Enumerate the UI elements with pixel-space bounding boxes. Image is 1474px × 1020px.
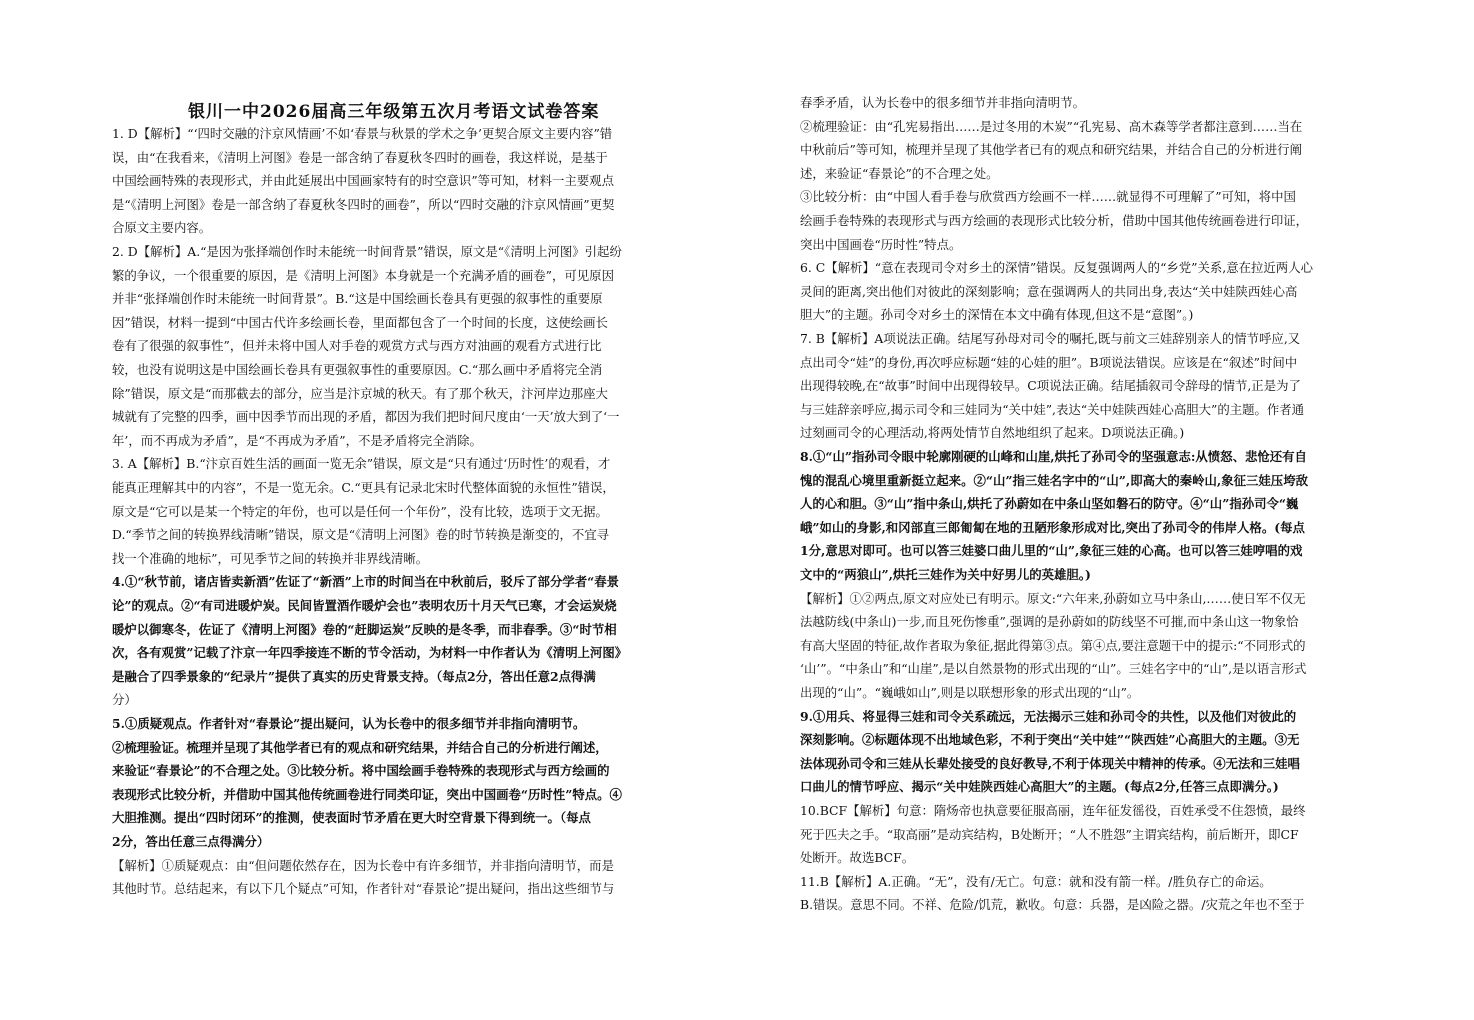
text-line: 4.①“秋节前，诸店皆卖新酒”佐证了“新酒”上市的时间当在中秋前后，驳斥了部分学者“春景 [112, 574, 620, 590]
text-line: ②梳理验证。梳理并呈现了其他学者已有的观点和研究结果，并结合自己的分析进行阐述， [112, 739, 608, 755]
text-line: 法体现孙司令和三娃从长辈处接受的良好教导,不利于体现关中精神的传承。④无法和三娃唱 [800, 755, 1300, 771]
text-line: 次，各有观赏”记载了汴京一年四季接连不断的节令活动，为材料一中作者认为《清明上河图》 [112, 645, 628, 661]
text-line: 突出中国画卷“历时性”特点。 [800, 236, 962, 252]
text-line: 10.BCF【解析】句意：隋炀帝也执意要征服高丽，连年征发徭役，百姓承受不住怨愤，最终 [800, 803, 1306, 818]
text-line: 年’，而不再成为矛盾”，是“不再成为矛盾”，不是矛盾将完全消除。 [112, 432, 482, 448]
text-line: 除”错误，原文是“而那截去的部分，应当是汴京城的秋天。有了那个秋天，汴河岸边那座大 [112, 385, 608, 401]
text-line: 找一个准确的地标”，可见季节之间的转换并非界线清晰。 [112, 550, 429, 566]
text-line: 中秋前后”等可知，梳理并呈现了其他学者已有的观点和研究结果，并结合自己的分析进行阐 [800, 142, 1302, 158]
text-line: 并非“张择端创作时未能统一时间背景”。B.“这是中国绘画长卷具有更强的叙事性的重要原 [112, 291, 603, 307]
text-line: 愧的混乱心境里重新挺立起来。②“山”指三娃名字中的“山”,即高大的秦岭山,象征三娃压垮敌 [800, 472, 1308, 488]
text-line: 峨”如山的身影,和冈部直三郎匍匐在地的丑陋形象形成对比,突出了孙司令的伟岸人格。(每点 [800, 519, 1305, 535]
text-line: 原文是“它可以是某一个特定的年份，也可以是任何一个年份”，没有比较，选项于文无据。 [112, 503, 608, 519]
text-line: 法越防线(中条山)一步,而且死伤惨重”,强调的是孙蔚如的防线坚不可摧,而中条山这一物象恰 [800, 614, 1299, 630]
text-line: 点出司令“娃”的身份,再次呼应标题“娃的心娃的胆”。B项说法错误。应该是在“叙述”时间中 [800, 354, 1298, 370]
text-line: 出现得较晚,在“故事”时间中出现得较早。C项说法正确。结尾插叙司令辞母的情节,正是为了 [800, 378, 1301, 394]
text-line: 人的心和胆。③“山”指中条山,烘托了孙蔚如在中条山坚如磐石的防守。④“山”指孙司令“巍 [800, 496, 1299, 512]
text-line: ‘山’”。“中条山”和“山崖”,是以自然景物的形式出现的“山”。三娃名字中的“山”,是以语言形式 [800, 661, 1307, 677]
text-line: 有高大坚固的特征,故作者取为象征,据此得第③点。第④点,要注意题干中的提示:“不同形式的 [800, 637, 1306, 653]
text-line: 繁的争议，一个很重要的原因，是《清明上河图》本身就是一个充满矛盾的画卷”，可见原因 [112, 267, 614, 283]
text-line: 是融合了四季景象的“纪录片”提供了真实的历史背景支持。（每点2分，答出任意2点得满 [112, 668, 596, 684]
text-line: ③比较分析：由“中国人看手卷与欣赏西方绘画不一样……就显得不可理解了”可知，将中国 [800, 189, 1296, 205]
text-line: 处断开。故选BCF。 [800, 850, 915, 866]
text-line: 2分，答出任意三点得满分） [112, 834, 270, 849]
text-line: 大胆推测。提出“四时闭环”的推测，使表面时节矛盾在更大时空背景下得到统一。（每点 [112, 810, 591, 826]
text-line: 灵间的距离,突出他们对彼此的深刻影响；意在强调两人的共同出身,表达“关中娃陕西娃心高 [800, 283, 1298, 299]
text-line: 【解析】①②两点,原文对应处已有明示。原文:“六年来,孙蔚如立马中条山,……使日军不仅无 [800, 590, 1306, 606]
text-line: 1分,意思对即可。也可以答三娃婆口曲儿里的“山”,象征三娃的心高。也可以答三娃哼唱的戏 [800, 543, 1303, 559]
text-line: 能真正理解其中的内容”，不是一览无余。C.“更具有记录北宋时代整体面貌的永恒性”错误， [112, 480, 615, 495]
text-line: ②梳理验证：由“孔宪易指出……是过冬用的木炭”“孔宪易、高木森等学者都注意到……当在 [800, 118, 1303, 134]
text-line: B.错误。意思不同。不祥、危险/饥荒，歉收。句意：兵器，是凶险之器。/灾荒之年也不至于 [800, 897, 1305, 913]
text-line: 胆大”的主题。孙司令对乡土的深情在本文中确有体现,但这不是“意图”。) [800, 307, 1194, 323]
text-line: 8.①“山”指孙司令眼中轮廓刚硬的山峰和山崖,烘托了孙司令的坚强意志:从愤怒、悲怆还有自 [800, 449, 1307, 464]
text-line: 过刻画司令的心理活动,将两处情节自然地组织了起来。D项说法正确。) [800, 425, 1185, 441]
text-line: 因”错误，材料一提到“中国古代许多绘画长卷，里面都包含了一个时间的长度，这使绘画长 [112, 314, 608, 330]
text-line: 【解析】①质疑观点：由“但问题依然存在，因为长卷中有许多细节，并非指向清明节，而是 [112, 857, 614, 873]
text-line: 来验证“春景论”的不合理之处。③比较分析。将中国绘画手卷特殊的表现形式与西方绘画的 [112, 763, 610, 779]
page-title: 银川一中2026届高三年级第五次月考语文试卷答案 [188, 102, 600, 122]
text-line: 卷有了很强的叙事性”，但并未将中国人对手卷的观赏方式与西方对油画的观看方式进行比 [112, 338, 602, 354]
text-line: 春季矛盾，认为长卷中的很多细节并非指向清明节。 [800, 95, 1085, 110]
text-line: 述，来验证“春景论”的不合理之处。 [800, 165, 999, 181]
text-line: 分） [112, 692, 137, 708]
text-line: 2. D【解析】A.“是因为张择端创作时未能统一时间背景”错误，原文是“《清明上河图》引起纷 [112, 244, 622, 259]
text-line: 1. D【解析】“‘四时交融的汴京风情画’不如‘春景与秋景的学术之争’更契合原文主要内容”错 [112, 126, 613, 141]
text-line: 其他时节。总结起来，有以下几个疑点”可知，作者针对“春景论”提出疑问，指出这些细节与 [112, 881, 615, 897]
text-line: 较，也没有说明这是中国绘画长卷具有更强叙事性的重要原因。C.“那么画中矛盾将完全消 [112, 362, 603, 377]
text-line: 9.①用兵、将显得三娃和司令关系疏远，无法揭示三娃和孙司令的共性，以及他们对彼此的 [800, 708, 1297, 724]
text-line: 表现形式比较分析，并借助中国其他传统画卷进行同类印证，突出中国画卷“历时性”特点。④ [112, 786, 622, 802]
text-line: 与三娃辞亲呼应,揭示司令和三娃同为“关中娃”,表达“关中娃陕西娃心高胆大”的主题。作者通 [800, 401, 1305, 417]
text-line: 11.B【解析】A.正确。“无”，没有/无亡。句意：就和没有箭一样。/胜负存亡的命运。 [800, 873, 1272, 889]
text-line: 文中的“两狼山”,烘托三娃作为关中好男儿的英雄胆。) [800, 567, 1091, 582]
text-line: 3. A【解析】B.“汴京百姓生活的画面一览无余”错误，原文是“只有通过‘历时性’的观看，才 [112, 456, 611, 472]
text-line: D.“季节之间的转换界线清晰”错误，原文是“《清明上河图》卷的时节转换是渐变的，不宜寻 [112, 527, 610, 543]
text-line: 口曲儿的情节呼应、揭示“关中娃陕西娃心高胆大”的主题。(每点2分,任答三点即满分。) [800, 779, 1279, 795]
text-line: 论”的观点。②“有司进暖炉炭。民间皆置酒作暖炉会也”表明农历十月天气已寒，才会运炭烧 [112, 598, 617, 613]
text-line: 死于匹夫之手。“取高丽”是动宾结构，B处断开；“人不胜怨”主谓宾结构，前后断开，即CF [800, 826, 1299, 842]
text-line: 中国绘画特殊的表现形式，并由此延展出中国画家特有的时空意识”等可知，材料一主要观点 [112, 173, 614, 189]
text-line: 5.①质疑观点。作者针对“春景论”提出疑问，认为长卷中的很多细节并非指向清明节。 [112, 716, 586, 731]
text-line: 绘画手卷特殊的表现形式与西方绘画的表现形式比较分析，借助中国其他传统画卷进行印证， [800, 213, 1309, 228]
text-line: 误，由“在我看来，《清明上河图》卷是一部含纳了春夏秋冬四时的画卷，我这样说，是基于 [112, 149, 608, 165]
text-line: 6. C【解析】“意在表现司令对乡土的深情”错误。反复强调两人的“乡党”关系,意在拉近两人心 [800, 260, 1313, 276]
text-line: 出现的“山”。“巍峨如山”,则是以联想形象的形式出现的“山”。 [800, 685, 1140, 700]
text-line: 深刻影响。②标题体现不出地域色彩，不利于突出“关中娃”“陕西娃”心高胆大的主题。③无 [800, 732, 1300, 748]
text-line: 暖炉以御寒冬，佐证了《清明上河图》卷的“赶脚运炭”反映的是冬季，而非春季。③“时节相 [112, 621, 617, 637]
text-line: 是“《清明上河图》卷是一部含纳了春夏秋冬四时的画卷”，所以“四时交融的汴京风情画”更契 [112, 196, 615, 212]
text-line: 7. B【解析】A项说法正确。结尾写孙母对司令的嘱托,既与前文三娃辞别亲人的情节呼应,又 [800, 331, 1301, 346]
text-line: 城就有了完整的四季，画中因季节而出现的矛盾，都因为我们把时间尺度由‘一天’放大到了‘一 [112, 409, 620, 425]
text-line: 合原文主要内容。 [112, 220, 212, 236]
